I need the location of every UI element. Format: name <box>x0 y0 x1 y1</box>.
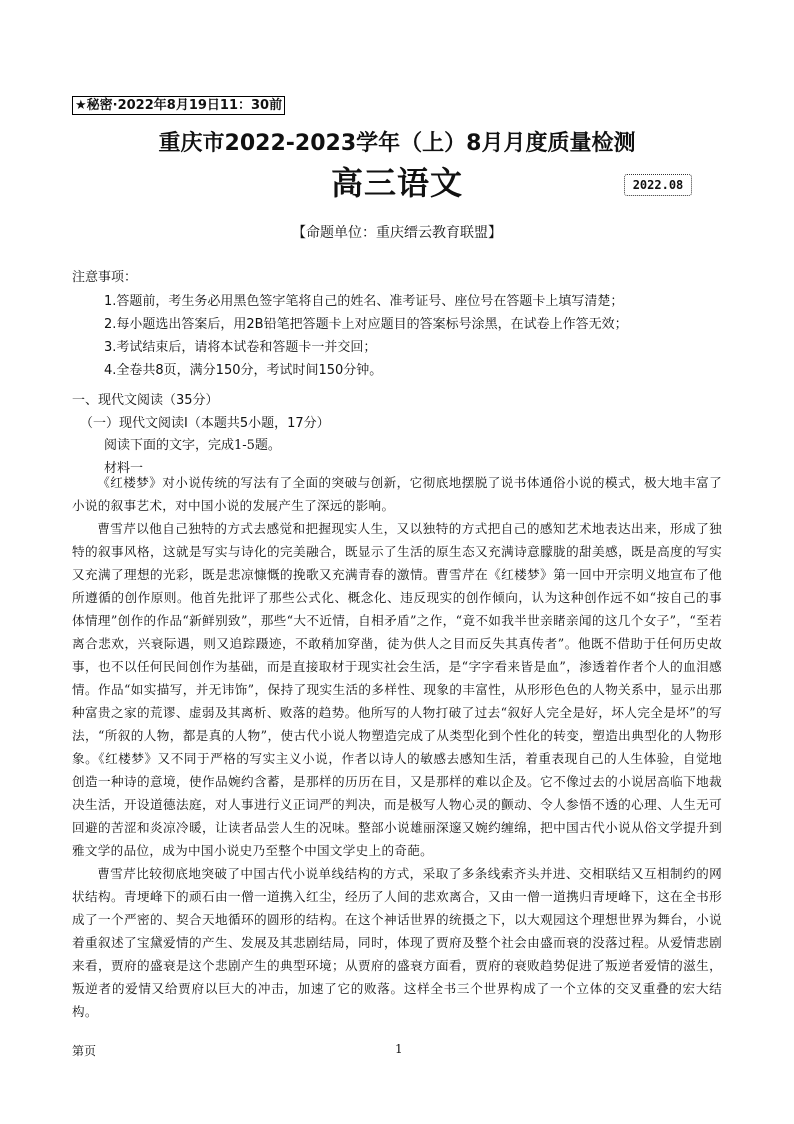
material-label: 材料一 <box>104 461 144 476</box>
note-item: 4.全卷共8页，满分150分，考试时间150分钟。 <box>104 363 383 378</box>
section-heading: 一、现代文阅读（35分） <box>72 393 219 408</box>
reading-instruction: 阅读下面的文字，完成1-5题。 <box>104 438 281 453</box>
note-item: 3.考试结束后，请将本试卷和答题卡一并交回； <box>104 340 377 355</box>
footer-label: 第页 <box>72 1044 97 1058</box>
exam-title: 重庆市2022-2023学年（上）8月月度质量检测 <box>158 131 636 156</box>
subject-title: 高三语文 <box>330 164 463 202</box>
subsection-heading: （一）现代文阅读Ⅰ（本题共5小题，17分） <box>80 416 330 431</box>
passage-paragraph: 曹雪芹比较彻底地突破了中国古代小说单线结构的方式，采取了多条线索齐头并进、交相联结又互相制约的网状结构。青埂峰下的顽石由一僧一道携入红尘，经历了人间的悲欢离合，又由一僧一道携归青埂峰下，这在全书形成了一个严密的、契合天地循环的圆形的结构。在这个神话世界的统摄之下，以大观园这个理想世界为舞台，小说着重叙述了宝黛爱情的产生、发展及其悲剧结局，同时，体现了贾府及整个社会由盛而衰的没落过程。从爱情悲剧来看，贾府的盛衰是这个悲剧产生的典型环境；从贾府的盛衰方面看，贾府的衰败趋势促进了叛逆者爱情的滋生，叛逆者的爱情又给贾府以巨大的冲击，加速了它的败落。这样全书三个世界构成了一个立体的交叉重叠的宏大结构。 <box>72 866 722 1019</box>
passage-paragraph: 曹雪芹以他自己独特的方式去感觉和把握现实人生，又以独特的方式把自己的感知艺术地表达出来，形成了独特的叙事风格，这就是写实与诗化的完美融合，既显示了生活的原生态又充满诗意朦胧的甜美感，既是高度的写实又充满了理想的光彩，既是悲凉慷慨的挽歌又充满青春的激情。曹雪芹在《红楼梦》第一回中开宗明义地宣布了他所遵循的创作原则。他首先批评了那些公式化、概念化、违反现实的创作倾向，认为这种创作远不如“按自己的事体情理”创作的作品“新鲜别致”，那些“大不近情，自相矛盾”之作，“竟不如我半世亲睹亲闻的这几个女子”，“至若离合悲欢，兴衰际遇，则又追踪蹑迹，不敢稍加穿凿，徒为供人之目而反失其真传者”。他既不借助于任何历史故事，也不以任何民间创作为基础，而是直接取材于现实社会生活，是“字字看来皆是血”，渗透着作者个人的血泪感情。作品“如实描写，并无讳饰”，保持了现实生活的多样性、现象的丰富性，从形形色色的人物关系中，显示出那种富贵之家的荒谬、虚弱及其离析、败落的趋势。他所写的人物打破了过去“叙好人完全是好，坏人完全是坏”的写法，“所叙的人物，都是真的人物”，使古代小说人物塑造完成了从类型化到个性化的转变，塑造出典型化的人物形象。《红楼梦》又不同于严格的写实主义小说，作者以诗人的敏感去感知生活，着重表现自己的人生体验，自觉地创造一种诗的意境，使作品婉约含蓄，是那样的历历在目，又是那样的难以企及。它不像过去的小说居高临下地裁决生活，开设道德法庭，对人事进行义正词严的判决，而是极写人物心灵的颤动、令人参悟不透的心理、人生无可回避的苦涩和炎凉冷暖，让读者品尝人生的况味。整部小说雄丽深邃又婉约缠绵，把中国古代小说从俗文学提升到雅文学的品位，成为中国小说史乃至整个中国文学史上的奇葩。 <box>72 521 722 858</box>
note-item: 2.每小题选出答案后，用2B铅笔把答题卡上对应题目的答案标号涂黑，在试卷上作答无效； <box>104 317 628 332</box>
date-stamp: 2022.08 <box>624 174 692 196</box>
note-item: 1.答题前，考生务必用黑色签字笔将自己的姓名、准考证号、座位号在答题卡上填写清楚； <box>104 294 624 309</box>
passage-paragraph: 《红楼梦》对小说传统的写法有了全面的突破与创新，它彻底地摆脱了说书体通俗小说的模式，极大地丰富了小说的叙事艺术，对中国小说的发展产生了深远的影响。 <box>72 475 722 513</box>
notes-title: 注意事项： <box>72 270 138 285</box>
issuing-unit: 【命题单位：重庆缙云教育联盟】 <box>292 225 502 241</box>
page-number: 1 <box>395 1042 403 1056</box>
secret-mark: ★秘密·2022年8月19日11：30前 <box>72 96 285 115</box>
